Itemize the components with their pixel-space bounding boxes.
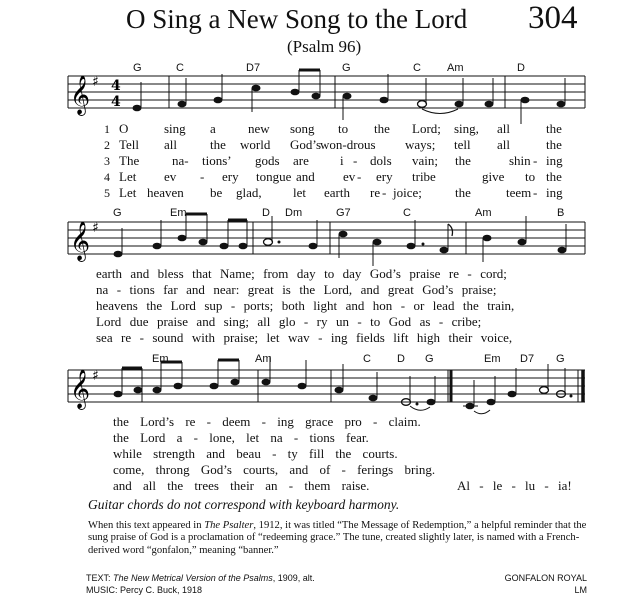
lyric-syllable: The [119, 153, 140, 168]
verse-number: 4 [104, 170, 110, 184]
lyric-syllable: tell [454, 137, 471, 152]
lyric-line: the Lord a - lone, let na - tions fear. [113, 430, 369, 445]
lyric-syllable: joice; [393, 185, 422, 200]
lyric-syllable: all [164, 137, 177, 152]
svg-text:4: 4 [111, 94, 121, 110]
svg-text:4: 4 [111, 78, 121, 94]
guitar-note: Guitar chords do not correspond with keyboard harmony. [88, 497, 400, 512]
treble-clef-icon: 𝄞 [70, 369, 91, 409]
lyric-syllable: na- [172, 153, 189, 168]
lyric-syllable: heaven [147, 185, 184, 200]
chord: C [413, 62, 421, 74]
lyric-syllable: - [200, 169, 205, 184]
verse-number: 3 [104, 154, 110, 168]
lyric-syllable: Let [119, 169, 137, 184]
lyric-syllable: shin [509, 153, 531, 168]
lyric-syllable: - [382, 185, 387, 200]
lyric-syllable: dols [370, 153, 392, 168]
lyric-line: na - tions far and near: great is the Lord, and great God’s praise; [96, 282, 497, 297]
svg-text:♯: ♯ [92, 74, 99, 90]
lyric-line: earth and bless that Name; from day to day God’s praise re - cord; [96, 266, 507, 281]
chord: Am [255, 353, 272, 365]
lyric-syllable: ways; [405, 137, 436, 152]
chord: G [133, 62, 142, 74]
lyric-syllable: vain; [412, 153, 438, 168]
treble-clef-icon: 𝄞 [70, 75, 91, 115]
lyric-syllable: to [338, 121, 349, 136]
lyric-syllable: the [374, 121, 390, 136]
lyric-syllable: and [296, 169, 315, 184]
text-credit: TEXT: The New Metrical Version of the Psalms, 1909, alt. [86, 573, 315, 583]
hymn-note: When this text appeared in The Psalter, 1912, it was titled “The Message of Redemption,” a helpful reminder that the sung praise of God is a proclamation of “redeeming grace.” The tune, created slightly later, is named with a French-derived word “gonfalon,” meaning “banner.” [88, 520, 587, 556]
hymn-number: 304 [528, 0, 578, 36]
lyric-syllable: all [497, 137, 510, 152]
chord: G [556, 353, 565, 365]
lyric-line: heavens the Lord sup - ports; both light and hon - or lead the train, [96, 298, 515, 313]
music-credit: MUSIC: Percy C. Buck, 1918 [86, 585, 203, 595]
lyric-syllable: - [353, 153, 358, 168]
lyric-syllable: re [370, 185, 381, 200]
hymn-subtitle: (Psalm 96) [287, 37, 362, 56]
tune-name: GONFALON ROYAL [504, 573, 587, 583]
chord: B [557, 207, 565, 219]
svg-text:♯: ♯ [92, 220, 99, 236]
verse-number: 2 [104, 138, 110, 152]
chord: C [403, 207, 411, 219]
lyric-syllable: let [293, 185, 306, 200]
chord: D7 [246, 62, 261, 74]
lyric-syllable: ery [376, 169, 393, 184]
lyric-syllable: world [240, 137, 271, 152]
lyric-syllable: the [546, 137, 562, 152]
lyric-syllable: gods [255, 153, 280, 168]
lyric-line: the Lord’s re - deem - ing grace pro - claim. [113, 414, 421, 429]
chord: G [113, 207, 122, 219]
lyric-syllable: tongue [256, 169, 292, 184]
lyric-syllable: to [525, 169, 536, 184]
lyric-syllable: give [482, 169, 505, 184]
lyric-syllable: Tell [119, 137, 140, 152]
chord: Em [484, 353, 501, 365]
svg-text:♯: ♯ [92, 368, 99, 384]
alleluia-text: Al - le - lu - ia! [457, 478, 572, 493]
chord: Am [447, 62, 464, 74]
lyric-syllable: a [210, 121, 216, 136]
lyric-line: sea re - sound with praise; let wav - ing fields lift high their voice, [96, 330, 513, 345]
chord: Em [152, 353, 169, 365]
lyric-syllable: O [119, 121, 129, 136]
chord: D [517, 62, 525, 74]
lyric-syllable: earth [324, 185, 350, 200]
chord: Dm [285, 207, 303, 219]
verse-number: 5 [104, 186, 110, 200]
chord: D [262, 207, 270, 219]
lyric-syllable: ev [343, 169, 356, 184]
lyric-syllable: ing [546, 153, 563, 168]
lyric-syllable: glad, [236, 185, 262, 200]
lyric-syllable: - [533, 153, 538, 168]
lyric-syllable: the [546, 169, 562, 184]
lyric-line: Lord due praise and sing; all glo - ry un - to God as - cribe; [96, 314, 482, 329]
lyric-syllable: the [455, 153, 471, 168]
lyric-syllable: - [357, 169, 362, 184]
lyric-syllable: the [455, 185, 471, 200]
lyric-line: while strength and beau - ty fill the courts. [113, 446, 398, 461]
verse-number: 1 [104, 122, 110, 136]
lyric-syllable: be [210, 185, 223, 200]
chord: D7 [520, 353, 535, 365]
lyric-syllable: the [210, 137, 226, 152]
chord: C [176, 62, 184, 74]
lyric-syllable: sing, [454, 121, 479, 136]
chord: D [397, 353, 405, 365]
lyric-line: and all the trees their an - them raise. [113, 478, 370, 493]
lyric-syllable: ev [164, 169, 177, 184]
lyric-line: come, throng God’s courts, and of - ferings bring. [113, 462, 436, 477]
chord: C [363, 353, 371, 365]
hymn-title: O Sing a New Song to the Lord [126, 4, 468, 34]
chord: Am [475, 207, 492, 219]
treble-clef-icon: 𝄞 [70, 221, 91, 261]
lyric-syllable: Let [119, 185, 137, 200]
lyric-syllable: the [546, 121, 562, 136]
chord: G [342, 62, 351, 74]
lyric-syllable: all [497, 121, 510, 136]
lyric-syllable: tions’ [202, 153, 232, 168]
chord: G [425, 353, 434, 365]
lyric-syllable: - [533, 185, 538, 200]
lyric-syllable: tribe [412, 169, 436, 184]
lyric-syllable: i [340, 153, 344, 168]
lyric-syllable: Lord; [412, 121, 441, 136]
lyric-syllable: ing [546, 185, 563, 200]
lyric-syllable: song [290, 121, 315, 136]
lyric-syllable: God’s [290, 137, 322, 152]
meter: LM [574, 585, 587, 595]
lyric-syllable: are [293, 153, 309, 168]
lyric-syllable: new [248, 121, 270, 136]
chord: Em [170, 207, 187, 219]
lyric-syllable: ery [222, 169, 239, 184]
lyric-syllable: won-drous [320, 137, 376, 152]
chord: G7 [336, 207, 351, 219]
lyric-syllable: sing [164, 121, 186, 136]
lyric-syllable: teem [506, 185, 532, 200]
